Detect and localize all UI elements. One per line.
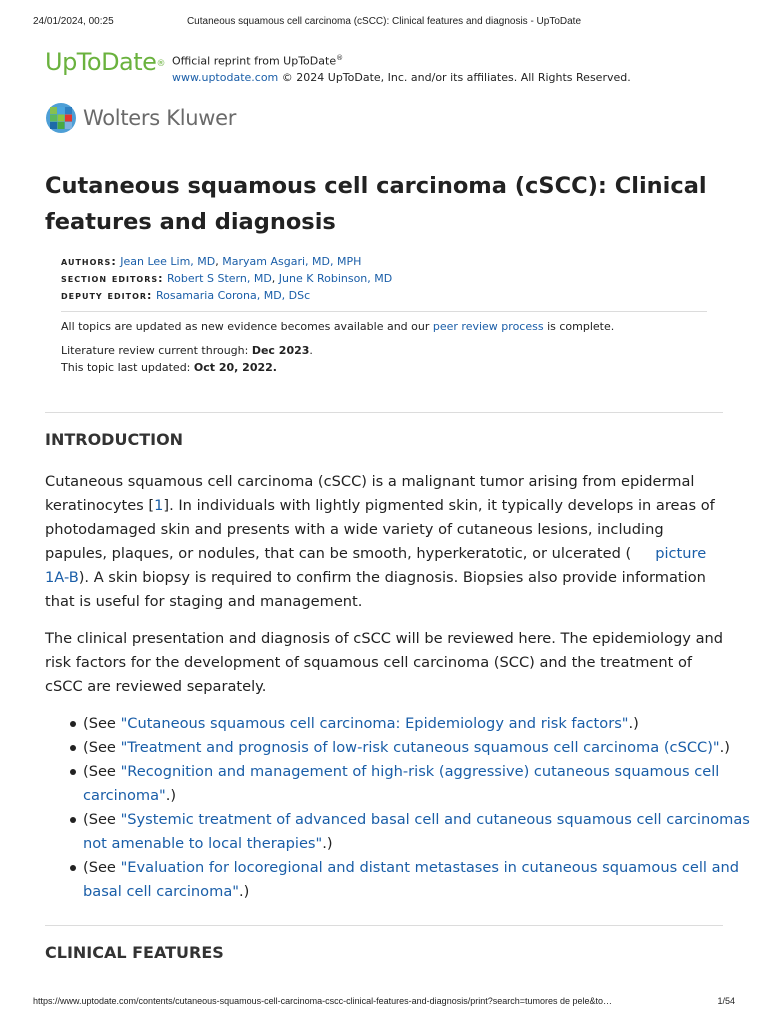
deputy-editor-row (61, 287, 392, 304)
section-editor-link[interactable]: June K Robinson, MD (278, 272, 393, 285)
print-datetime: 24/01/2024, 00:25 (33, 16, 114, 27)
article-credits (61, 253, 392, 304)
print-url: https://www.uptodate.com/contents/cutaneous-squamous-cell-carcinoma-cscc-clinical-features-and-diagnosis/print?search=tumores de pele&to… (33, 996, 613, 1006)
topic-link[interactable]: "Systemic treatment of advanced basal cell and cutaneous squamous cell carcinomas not amenable to local therapies" (83, 811, 750, 852)
see-also-list (45, 712, 763, 904)
reference-link[interactable]: 1 (154, 497, 164, 514)
clinical-features-heading: CLINICAL FEATURES (45, 943, 224, 962)
picture-link[interactable]: picture 1A-B (45, 545, 707, 586)
introduction-paragraph-2: The clinical presentation and diagnosis of cSCC will be reviewed here. The epidemiology and risk factors for the development of squamous cell carcinoma (SCC) and the treatment of cSCC are reviewed separately. (45, 630, 724, 695)
author-link[interactable]: Jean Lee Lim, MD (120, 255, 216, 268)
wolters-kluwer-mosaic-icon (45, 102, 77, 134)
authors-label: authors: (61, 255, 117, 268)
picture-icon (633, 546, 649, 558)
list-item: (See "Recognition and management of high-risk (aggressive) cutaneous squamous cell carcinoma".) (83, 760, 763, 808)
section-editors-row: section editors: Robert S Stern, MD, June K Robinson, MD (61, 272, 393, 285)
article-title: Cutaneous squamous cell carcinoma (cSCC): Clinical features and diagnosis (45, 173, 707, 235)
peer-review-link[interactable]: peer review process (432, 320, 544, 333)
topic-link[interactable]: "Evaluation for locoregional and distant metastases in cutaneous squamous cell and basal cell carcinoma" (83, 859, 740, 900)
literature-review-date: Literature review current through: Dec 2023. (61, 344, 313, 357)
list-item: (See "Systemic treatment of advanced basal cell and cutaneous squamous cell carcinomas not amenable to local therapies".) (83, 808, 763, 856)
uptodate-site-link[interactable]: www.uptodate.com (172, 70, 279, 84)
list-item: (See "Treatment and prognosis of low-risk cutaneous squamous cell carcinoma (cSCC)".) (83, 736, 763, 760)
copyright-text: © 2024 UpToDate, Inc. and/or its affiliates. All Rights Reserved. (278, 70, 631, 84)
list-item: (See "Cutaneous squamous cell carcinoma: Epidemiology and risk factors".) (83, 712, 763, 736)
reprint-line: Official reprint from UpToDate (172, 54, 337, 68)
introduction-heading: INTRODUCTION (45, 430, 184, 449)
topic-link[interactable]: "Cutaneous squamous cell carcinoma: Epidemiology and risk factors" (120, 715, 629, 732)
print-page-title: Cutaneous squamous cell carcinoma (cSCC): Clinical features and diagnosis - UpToDate (186, 16, 582, 27)
topic-link[interactable]: "Recognition and management of high-risk (aggressive) cutaneous squamous cell carcinoma" (83, 763, 720, 804)
author-link[interactable]: Maryam Asgari, MD, MPH (222, 255, 362, 268)
uptodate-logo-text: UpToDate (45, 48, 157, 76)
deputy-editor-label: deputy editor: (61, 289, 153, 302)
divider (61, 311, 707, 312)
update-notes (61, 318, 701, 376)
introduction-paragraph-1: Cutaneous squamous cell carcinoma (cSCC) is a malignant tumor arising from epidermal keratinocytes [1]. In individuals with lightly pigmented skin, it typically develops in areas of photodamaged skin and presents with a wide variety of cutaneous lesions, including papules, plaques, or nodules, that can be smooth, hyperkeratotic, or ulcerated ( picture 1A-B). A skin biopsy is required to confirm the diagnosis. Biopsies also provide information that is useful for staging and management. (45, 473, 715, 610)
divider (45, 412, 723, 413)
uptodate-logo[interactable]: UpToDate® (45, 48, 165, 76)
authors-row: authors: Jean Lee Lim, MD, Maryam Asgari, MD, MPH (61, 255, 362, 268)
last-updated-date: This topic last updated: Oct 20, 2022. (61, 361, 277, 374)
reprint-notice: Official reprint from UpToDate® www.uptodate.com © 2024 UpToDate, Inc. and/or its affiliates. All Rights Reserved. (172, 54, 631, 84)
publisher-name: Wolters Kluwer (83, 106, 237, 130)
wolters-kluwer-logo[interactable] (45, 102, 236, 134)
section-editors-label: section editors: (61, 272, 164, 285)
list-item: (See "Evaluation for locoregional and distant metastases in cutaneous squamous cell and basal cell carcinoma".) (83, 856, 763, 904)
deputy-editor-link[interactable]: Rosamaria Corona, MD, DSc (155, 289, 311, 302)
topic-link[interactable]: "Treatment and prognosis of low-risk cutaneous squamous cell carcinoma (cSCC)" (120, 739, 720, 756)
section-editor-link[interactable]: Robert S Stern, MD (167, 272, 272, 285)
update-note: All topics are updated as new evidence becomes available and our peer review process is complete. (61, 320, 615, 333)
page-number: 1/54 (717, 996, 735, 1006)
divider (45, 925, 723, 926)
